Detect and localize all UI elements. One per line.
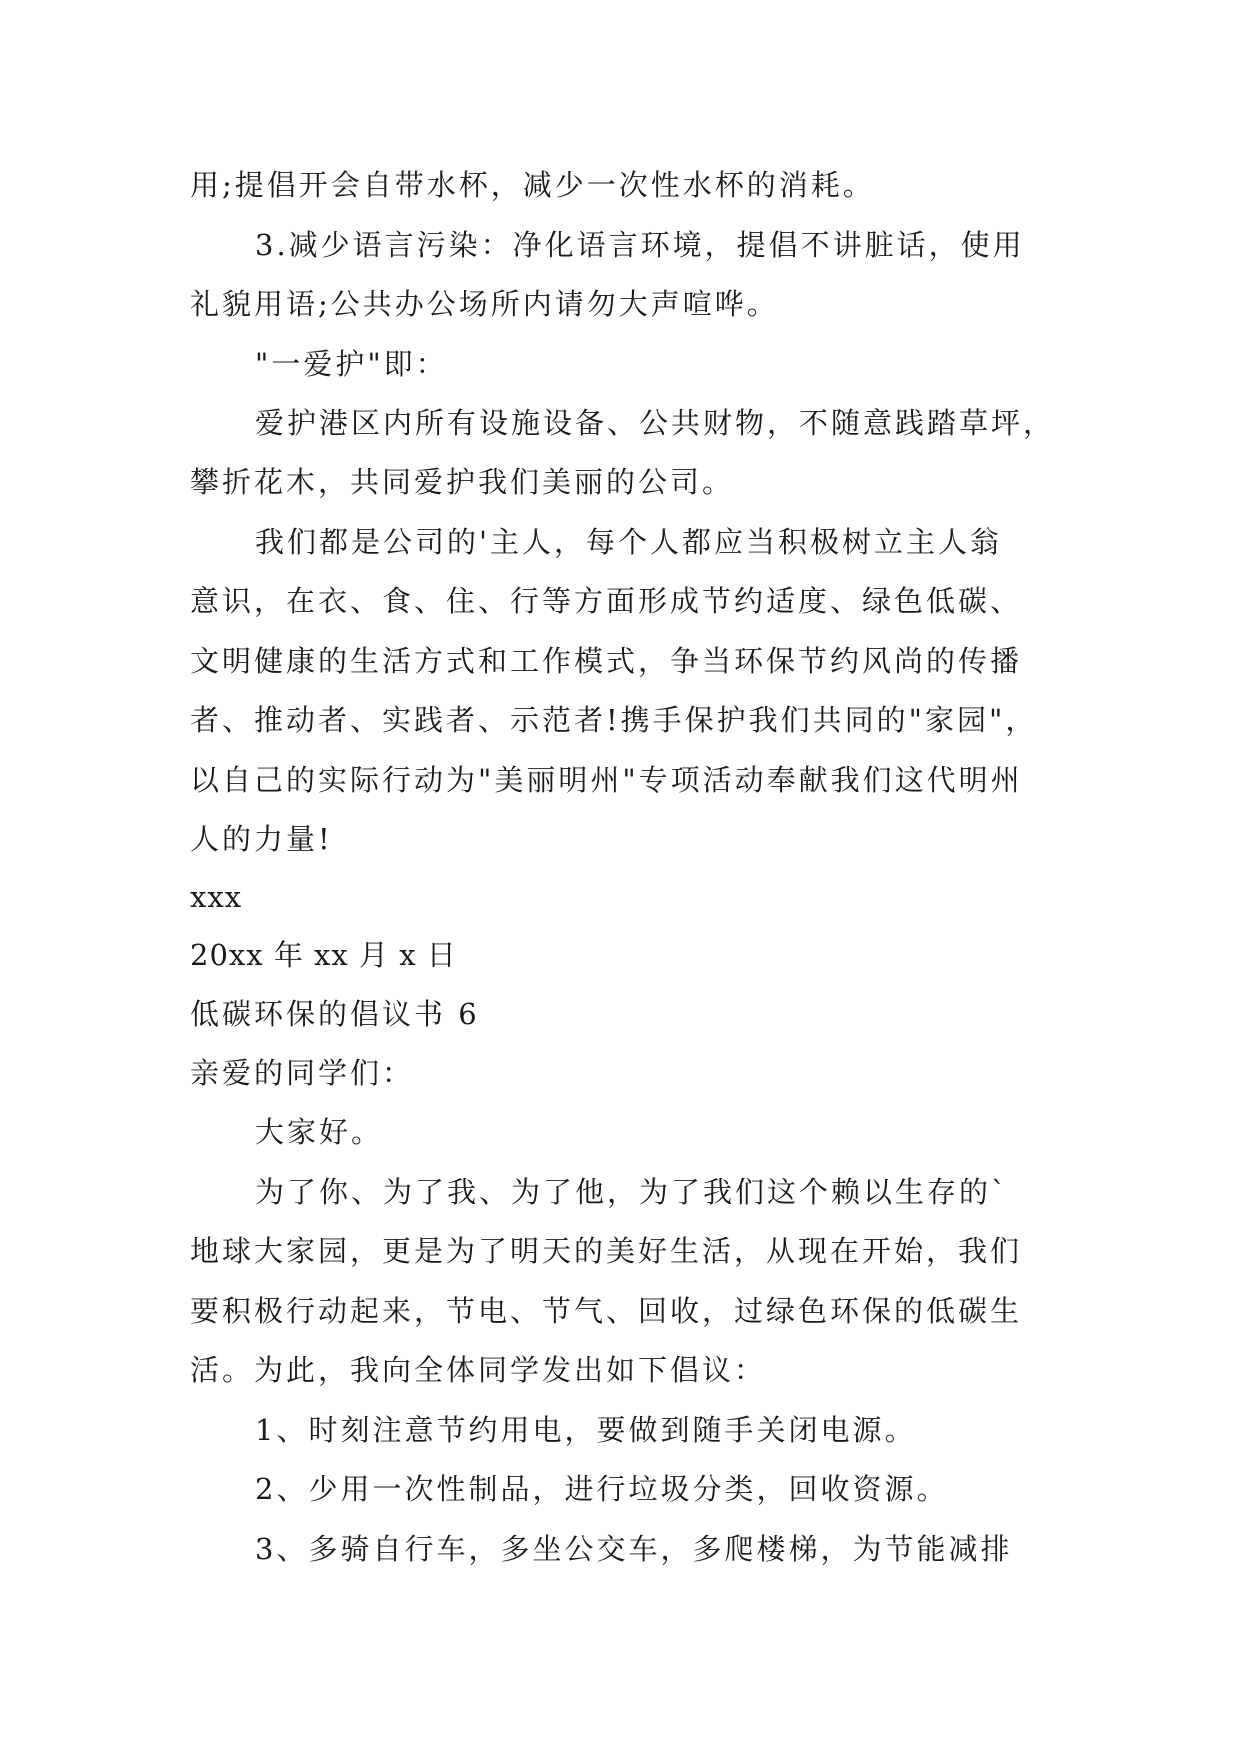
body-text-line: 攀折花木，共同爱护我们美丽的公司。 [190, 465, 735, 499]
list-item: 2、少用一次性制品，进行垃圾分类，回收资源。 [255, 1472, 949, 1506]
section-title: 低碳环保的倡议书 6 [190, 997, 480, 1031]
list-item: 3、多骑自行车，多坐公交车，多爬楼梯，为节能减排 [255, 1532, 1013, 1566]
salutation: 亲爱的同学们： [190, 1056, 415, 1090]
body-text-line: 者、推动者、实践者、示范者!携手保护我们共同的"家园"， [190, 703, 1038, 737]
body-text-line: 地球大家园，更是为了明天的美好生活，从现在开始，我们 [190, 1234, 1023, 1268]
body-text-line: 以自己的实际行动为"美丽明州"专项活动奉献我们这代明州 [190, 763, 1023, 797]
body-text-line: 大家好。 [255, 1115, 384, 1149]
body-text-line: 为了你、为了我、为了他，为了我们这个赖以生存的` [255, 1175, 1009, 1209]
body-text-line: 礼貌用语;公共办公场所内请勿大声喧哗。 [190, 287, 779, 321]
list-item: 1、时刻注意节约用电，要做到随手关闭电源。 [255, 1413, 917, 1447]
body-text-line: 文明健康的生活方式和工作模式，争当环保节约风尚的传播 [190, 644, 1023, 678]
body-text-line: 用;提倡开会自带水杯，减少一次性水杯的消耗。 [190, 168, 875, 202]
body-text-line: "一爱护"即： [255, 347, 448, 381]
body-text-line: 我们都是公司的'主人，每个人都应当积极树立主人翁 [255, 525, 1002, 559]
body-text-line: 人的力量! [190, 822, 333, 856]
signature-date: 20xx 年 xx 月 x 日 [190, 938, 457, 972]
body-text-line: 爱护港区内所有设施设备、公共财物，不随意践踏草坪， [255, 406, 1056, 440]
body-text-line: 意识，在衣、食、住、行等方面形成节约适度、绿色低碳、 [190, 584, 1023, 618]
signature-name: xxx [190, 880, 243, 914]
body-text-line: 3.减少语言污染：净化语言环境，提倡不讲脏话，使用 [255, 228, 1025, 262]
body-text-line: 活。为此，我向全体同学发出如下倡议： [190, 1353, 767, 1387]
body-text-line: 要积极行动起来，节电、节气、回收，过绿色环保的低碳生 [190, 1294, 1023, 1328]
